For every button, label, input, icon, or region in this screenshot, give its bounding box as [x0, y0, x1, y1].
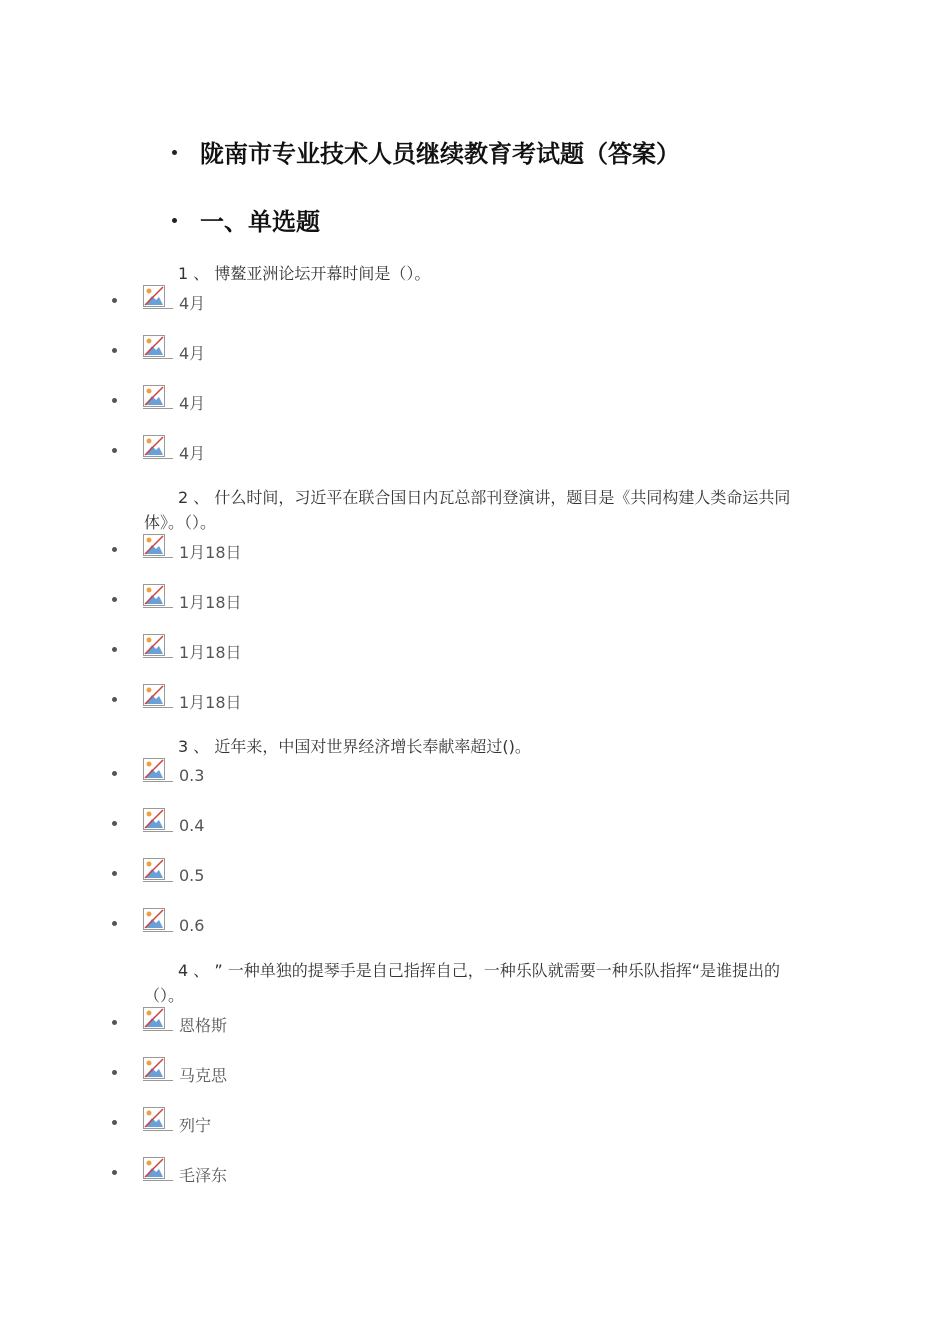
option-item[interactable] [112, 1106, 212, 1135]
option-label: 0.3 [179, 765, 205, 785]
list-bullet [112, 448, 117, 453]
option-label: 恩格斯 [179, 1015, 228, 1035]
question-text: 2 、 什么时间，习近平在联合国日内瓦总部刊登演讲，题目是《共同构建人类命运共同体》。（）。 [144, 488, 791, 532]
option-label: 列宁 [179, 1115, 212, 1135]
list-bullet [112, 921, 117, 926]
list-bullet [112, 1070, 117, 1075]
option-item[interactable] [112, 533, 242, 562]
option-item[interactable] [112, 907, 204, 933]
option-label: 1月18日 [179, 542, 242, 562]
broken-image-icon [143, 758, 173, 782]
option-label: 4月 [179, 293, 206, 313]
broken-image-icon [143, 1157, 173, 1181]
heading-bullet [172, 150, 177, 155]
option-item[interactable] [112, 384, 206, 413]
option-label: 1月18日 [179, 642, 242, 662]
option-label: 毛泽东 [179, 1165, 228, 1185]
option-item[interactable] [112, 284, 206, 313]
option-item[interactable] [112, 683, 242, 712]
broken-image-icon [143, 534, 173, 558]
option-label: 1月18日 [179, 592, 242, 612]
document-title: 陇南市专业技术人员继续教育考试题（答案） [200, 140, 680, 168]
list-bullet [112, 348, 117, 353]
option-item[interactable] [112, 583, 242, 612]
question-text: 1 、 博鳌亚洲论坛开幕时间是（）。 [178, 264, 431, 283]
broken-image-icon [143, 335, 173, 359]
option-label: 4月 [179, 393, 206, 413]
section-heading: 一、单选题 [200, 208, 320, 236]
option-label: 1月18日 [179, 692, 242, 712]
list-bullet [112, 871, 117, 876]
list-bullet [112, 547, 117, 552]
broken-image-icon [143, 584, 173, 608]
broken-image-icon [143, 634, 173, 658]
list-bullet [112, 398, 117, 403]
option-item[interactable] [112, 334, 206, 363]
heading-bullet [172, 218, 177, 223]
list-bullet [112, 298, 117, 303]
question-text: 3 、 近年来，中国对世界经济增长奉献率超过()。 [178, 737, 531, 756]
list-bullet [112, 1120, 117, 1125]
broken-image-icon [143, 1107, 173, 1131]
broken-image-icon [143, 908, 173, 932]
option-item[interactable] [112, 633, 242, 662]
list-bullet [112, 647, 117, 652]
question-text: 4 、 ” 一种单独的提琴手是自己指挥自己，一种乐队就需要一种乐队指挥“是谁提出的（）。 [144, 961, 781, 1005]
option-item[interactable] [112, 434, 206, 463]
option-label: 4月 [179, 343, 206, 363]
list-bullet [112, 771, 117, 776]
broken-image-icon [143, 285, 173, 309]
broken-image-icon [143, 684, 173, 708]
broken-image-icon [143, 435, 173, 459]
list-bullet [112, 697, 117, 702]
list-bullet [112, 1170, 117, 1175]
broken-image-icon [143, 1007, 173, 1031]
option-item[interactable] [112, 857, 204, 883]
list-bullet [112, 1020, 117, 1025]
option-label: 马克思 [179, 1065, 228, 1085]
option-item[interactable] [112, 1056, 228, 1085]
option-label: 0.6 [179, 915, 205, 935]
option-label: 0.4 [179, 815, 205, 835]
list-bullet [112, 821, 117, 826]
list-bullet [112, 597, 117, 602]
option-item[interactable] [112, 1156, 228, 1185]
option-item[interactable] [112, 1006, 228, 1035]
option-item[interactable] [112, 757, 204, 783]
option-label: 0.5 [179, 865, 205, 885]
broken-image-icon [143, 858, 173, 882]
option-item[interactable] [112, 807, 204, 833]
broken-image-icon [143, 385, 173, 409]
option-label: 4月 [179, 443, 206, 463]
broken-image-icon [143, 808, 173, 832]
broken-image-icon [143, 1057, 173, 1081]
